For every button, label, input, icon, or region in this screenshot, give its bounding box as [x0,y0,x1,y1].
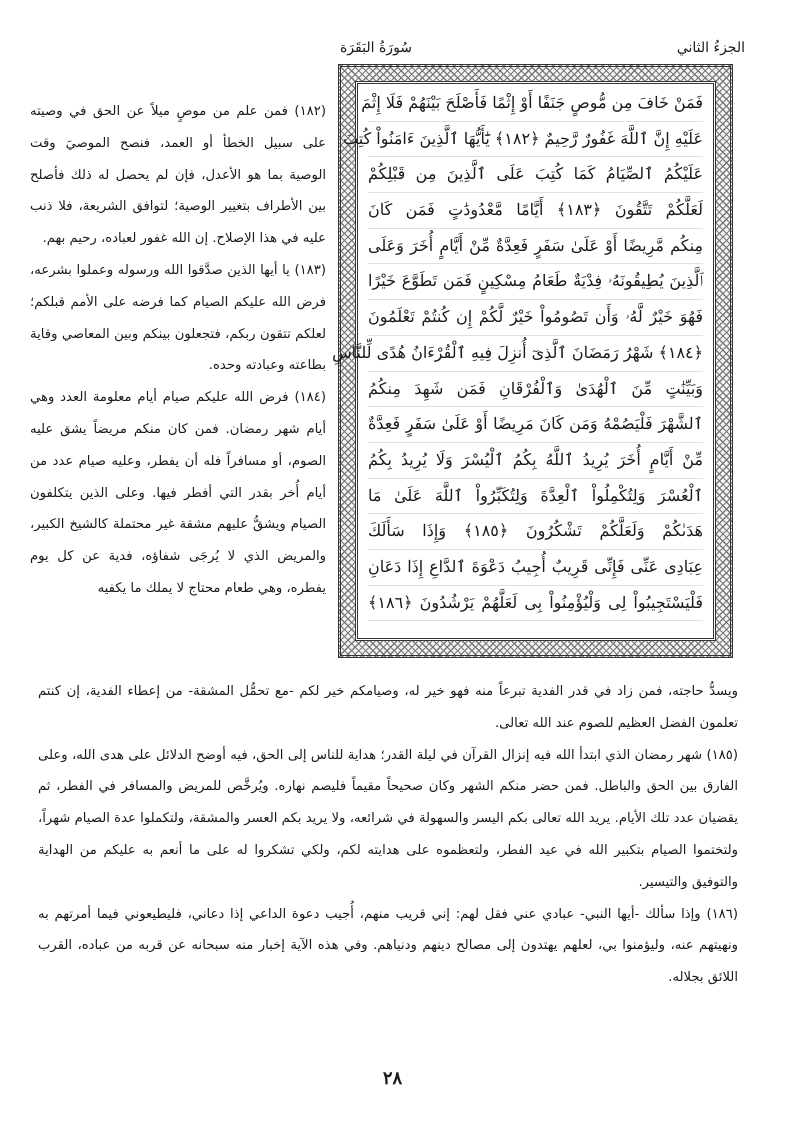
quran-line: لَعَلَّكُمْ تَتَّقُونَ ﴿١٨٣﴾ أَيَّامًا مَّعْدُودَٰتٍ فَمَن كَانَ [368,193,703,229]
tafsir-paragraph: (١٨٦) وإذا سألك -أيها النبي- عبادي عني فقل لهم: إني قريب منهم، أُجيب دعوة الداعي إذا دعاني، فليطيعوني فيما أمرتهم به ونهيتهم عنه، وليؤمنوا بي، لعلهم يهتدون إلى مصالح دينهم ودنياهم. وفي هذه الآية إخبار منه سبحانه عن قربه من عباده، القرب اللائق بجلاله. [38,906,738,986]
quran-line: ٱلشَّهْرَ فَلْيَصُمْهُ وَمَن كَانَ مَرِيضًا أَوْ عَلَىٰ سَفَرٍ فَعِدَّةٌ [368,407,703,443]
quran-line: مِّنْ أَيَّامٍ أُخَرَ يُرِيدُ ٱللَّهُ بِكُمُ ٱلْيُسْرَ وَلَا يُرِيدُ بِكُمُ [368,443,703,479]
quran-line: عَلَيْكُمُ ٱلصِّيَامُ كَمَا كُتِبَ عَلَى ٱلَّذِينَ مِن قَبْلِكُمْ [368,157,703,193]
page-number: ٢٨ [382,1068,403,1089]
juz-header: الجزءُ الثاني [676,40,745,56]
side-commentary [30,96,326,605]
quran-line: هَدَىٰكُمْ وَلَعَلَّكُمْ تَشْكُرُونَ ﴿١٨٥﴾ وَإِذَا سَأَلَكَ [368,514,703,550]
quran-text-frame [332,64,733,658]
quran-line: فَمَنْ خَافَ مِن مُّوصٍ جَنَفًا أَوْ إِثْمًا فَأَصْلَحَ بَيْنَهُمْ فَلَا إِثْمَ [368,86,703,122]
tafsir-paragraph: (١٨٢) فمن علم من موصٍ ميلاً عن الحق في وصيته على سبيل الخطأ أو العمد، فنصح الموصيَ وقت الوصية بما هو الأعدل، فإن لم يحصل له ذلك فأصلح بين الأطراف بتغيير الوصية؛ لتوافق الشريعة، فلا ذنب عليه في هذا الإصلاح. إن الله غفور لعباده، رحيم بهم. [30,104,326,247]
quran-line: مِنكُم مَّرِيضًا أَوْ عَلَىٰ سَفَرٍ فَعِدَّةٌ مِّنْ أَيَّامٍ أُخَرَ وَعَلَى [368,229,703,265]
quran-line: عِبَادِى عَنِّى فَإِنِّى قَرِيبٌ أُجِيبُ دَعْوَةَ ٱلدَّاعِ إِذَا دَعَانِ [368,550,703,586]
tafsir-paragraph: ويسدُّ حاجته، فمن زاد في قدر الفدية تبرعاً منه فهو خير له، وصيامكم خير لكم -مع تحمُّل المشقة- من إعطاء الفدية، إن كنتم تعلمون الفضل العظيم للصوم عند الله تعالى. [38,684,738,731]
surah-name-header: سُورَةُ البَقَرَة [340,40,413,56]
quran-line: ﴿١٨٤﴾ شَهْرُ رَمَضَانَ ٱلَّذِىٓ أُنزِلَ فِيهِ ٱلْقُرْءَانُ هُدًى لِّلنَّاسِ [368,336,703,372]
tafsir-paragraph: (١٨٤) فرض الله عليكم صيام أيام معلومة العدد وهي أيام شهر رمضان. فمن كان منكم مريضاً يشق عليه الصوم، أو مسافراً فله أن يفطر، وعليه صيام عدد من أيام أُخر بقدر التي أفطر فيها. وعلى الذين يتكلفون الصيام ويشقُّ عليهم مشقة غير محتملة كالشيخ الكبير، والمريض الذي لا يُرجَى شفاؤه، فدية عن كل يوم يفطره، وهي طعام محتاج لا يملك ما يكفيه [30,390,326,596]
quran-line: ٱلَّذِينَ يُطِيقُونَهُۥ فِدْيَةٌ طَعَامُ مِسْكِينٍ فَمَن تَطَوَّعَ خَيْرًا [368,264,703,300]
quran-line: عَلَيْهِ إِنَّ ٱللَّهَ غَفُورٌ رَّحِيمٌ ﴿١٨٢﴾ يَٰٓأَيُّهَا ٱلَّذِينَ ءَامَنُواْ كُتِبَ [368,122,703,158]
quran-line: فَهُوَ خَيْرٌ لَّهُۥ وَأَن تَصُومُواْ خَيْرٌ لَّكُمْ إِن كُنتُمْ تَعْلَمُونَ [368,300,703,336]
quran-text-panel [332,81,716,641]
quran-line: وَبَيِّنَٰتٍ مِّنَ ٱلْهُدَىٰ وَٱلْفُرْقَانِ فَمَن شَهِدَ مِنكُمُ [368,372,703,408]
quran-line: ٱلْعُسْرَ وَلِتُكْمِلُواْ ٱلْعِدَّةَ وَلِتُكَبِّرُواْ ٱللَّهَ عَلَىٰ مَا [368,479,703,515]
tafsir-paragraph: (١٨٣) يا أيها الذين صدَّقوا الله ورسوله وعملوا بشرعه، فرض الله عليكم الصيام كما فرضه على الأمم قبلكم؛ لعلكم تتقون ربكم، فتجعلون بينكم وبين المعاصي وقاية بطاعته وعبادته وحده. [30,262,326,374]
tafsir-paragraph: (١٨٥) شهر رمضان الذي ابتدأ الله فيه إنزال القرآن في ليلة القدر؛ هداية للناس إلى الحق، فيه أوضح الدلائل على هدى الله، وعلى الفارق بين الحق والباطل. فمن حضر منكم الشهر وكان صحيحاً مقيماً فليصم نهاره. ويُرخَّص للمريض والمسافر في الفطر، ثم يقضيان عدد تلك الأيام. يريد الله تعالى بكم اليسر والسهولة في شرائعه، ولا يريد بكم العسر والمشقة، ولتكملوا عدة الصيام شهراً، ولتختموا الصيام بتكبير الله في عيد الفطر، ولتعظموه على هدايته لكم، ولكي تشكروا له على ما أنعم به عليكم من الهداية والتوفيق والتيسير. [38,747,738,890]
full-width-commentary [38,676,738,994]
quran-line: فَلْيَسْتَجِيبُواْ لِى وَلْيُؤْمِنُواْ بِى لَعَلَّهُمْ يَرْشُدُونَ ﴿١٨٦﴾ [368,586,703,622]
